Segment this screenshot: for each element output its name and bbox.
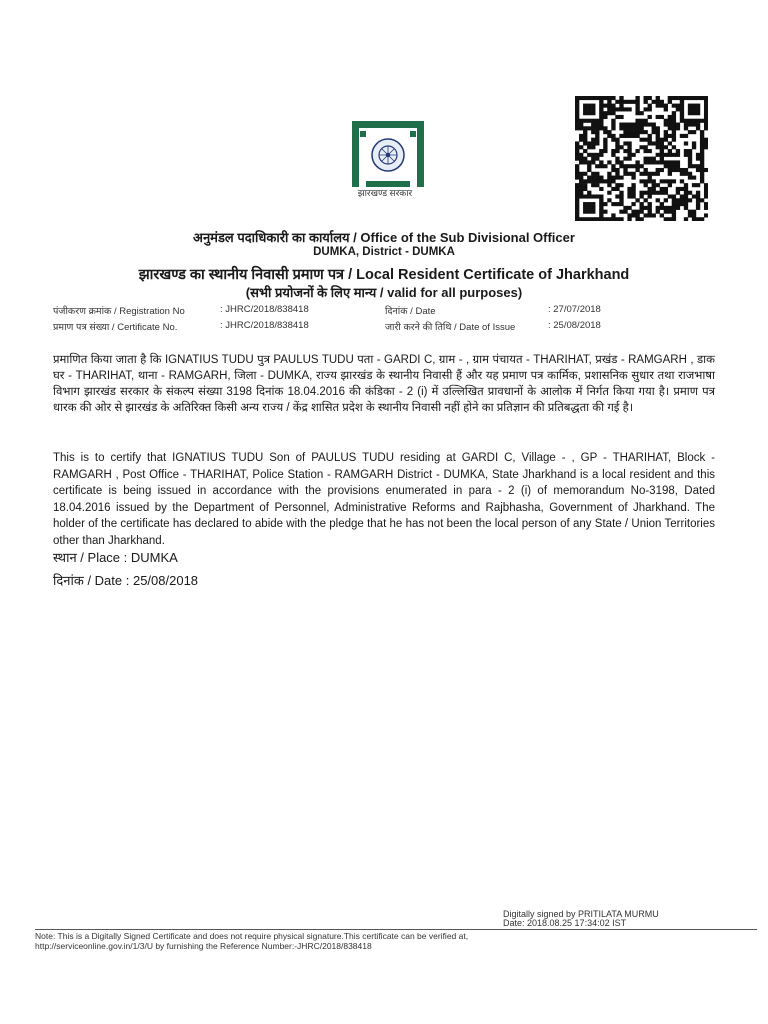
certificate-label: प्रमाण पत्र संख्या / Certificate No. [53,322,178,333]
issue-date-value: : 25/08/2018 [548,320,601,331]
date-line: दिनांक / Date : 25/08/2018 [53,573,199,588]
qr-code-icon [575,96,708,221]
emblem-caption: झारखण्ड सरकार [357,188,413,198]
place-line: स्थान / Place : DUMKA [53,550,178,565]
office-heading: अनुमंडल पदाधिकारी का कार्यालय / Office of the Sub Divisional Officer [193,230,575,245]
date-label: दिनांक / Date [385,306,436,317]
registration-label: पंजीकरण क्रमांक / Registration No [53,306,185,317]
certificate-title: झारखण्ड का स्थानीय निवासी प्रमाण पत्र / Local Resident Certificate of Jharkhand [138,267,630,283]
digital-signature-name: Digitally signed by PRITILATA MURMU [503,909,659,919]
issue-date-label: जारी करने की तिथि / Date of Issue [385,322,516,333]
footer-divider [35,929,757,930]
district-line: DUMKA, District - DUMKA [313,246,455,258]
hindi-certification-paragraph: प्रमाणित किया जाता है कि IGNATIUS TUDU पुत्र PAULUS TUDU पता - GARDI C, ग्राम - , ग्राम पंचायत - THARIHAT, प्रखंड - RAMGARH , डाक घर - THARIHAT, थाना - RAMGARH, जिला - DUMKA, राज्य झारखंड के स्थानीय निवासी हैं और यह प्रमाण पत्र कार्मिक, प्रशासनिक सुधार तथा राजभाषा विभाग झारखंड सरकार के संकल्प संख्या 3198 दिनांक 18.04.2016 की कंडिका - 2 (i) में उल्लिखित प्रावधानों के आलोक में निर्गत किया गया है। प्रमाण पत्र धारक की ओर से झारखंड के अतिरिक्त किसी अन्य राज्य / केंद्र शासित प्रदेश के स्थानीय निवासी नहीं होने का प्रतिज्ञान की प्रतिबद्धता की गई है। [53,354,715,414]
verification-link[interactable]: http://serviceonline.gov.in/1/3/U by furnishing the Reference Number:-JHRC/2018/838418 [35,941,372,951]
english-certification-paragraph: This is to certify that IGNATIUS TUDU Son of PAULUS TUDU residing at GARDI C, Village - , GP - THARIHAT, Block - RAMGARH , Post Office - THARIHAT, Police Station - RAMGARH District - DUMKA, State Jharkhand is a local resident and this certificate is being issued in accordance with the provisions enumerated in para - 2 (i) of memorandum No-3198, Dated 18.04.2016 issued by the Department of Personnel, Administrative Reforms and Rajbhasha, Government of Jharkhand. The holder of the certificate has declared to abide with the pledge that he has not been the local person of any State / Union Territories other than Jharkhand. [53,452,715,547]
footer-note: Note: This is a Digitally Signed Certificate and does not require physical signature.This certificate can be verified at, [35,931,469,941]
registration-value: : JHRC/2018/838418 [220,304,309,315]
purpose-line: (सभी प्रयोजनों के लिए मान्य / valid for all purposes) [245,285,523,300]
certificate-value: : JHRC/2018/838418 [220,320,309,331]
date-value: : 27/07/2018 [548,304,601,315]
digital-signature-date: Date: 2018.08.25 17:34:02 IST [503,918,627,928]
jharkhand-emblem-icon [346,115,430,197]
